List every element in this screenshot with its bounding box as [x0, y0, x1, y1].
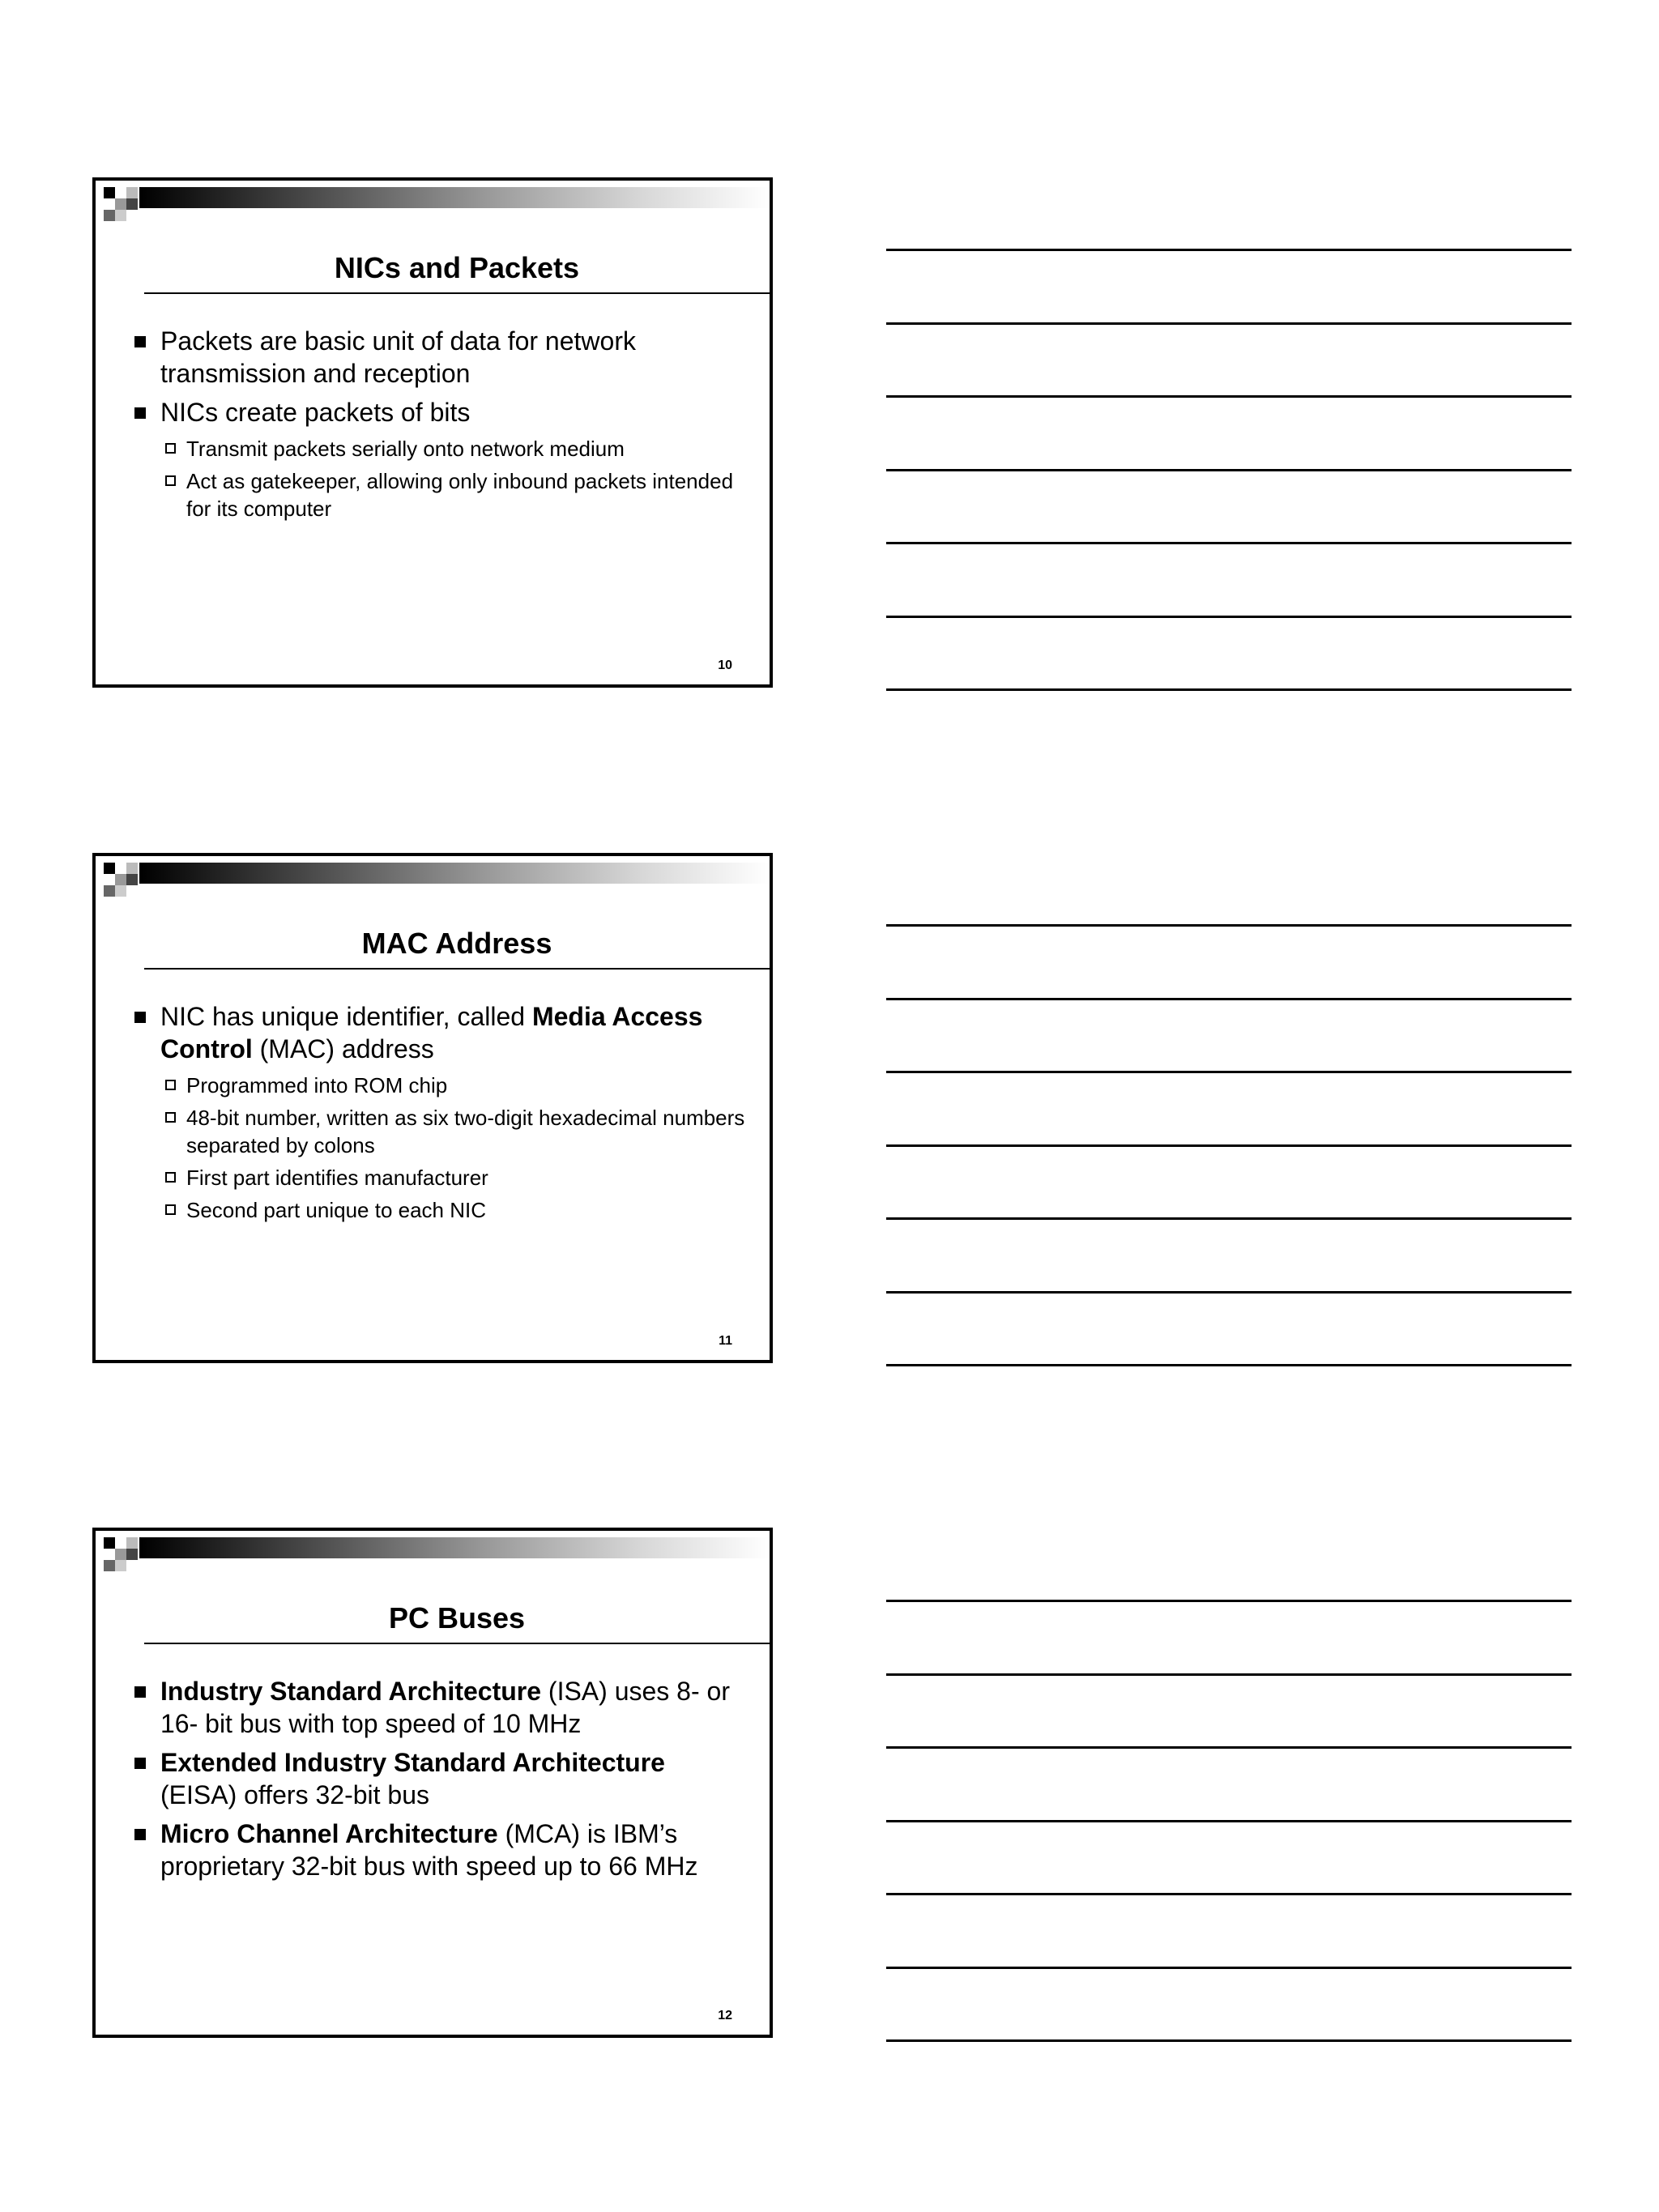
filled-square-bullet-icon	[134, 407, 146, 419]
checker-square	[104, 1560, 115, 1571]
bullet-text: (ISA) uses 8- or 16- bit bus with top speed of 10 MHz	[160, 1677, 730, 1738]
note-line	[886, 1600, 1572, 1602]
bold-term: Extended Industry Standard Architecture	[160, 1748, 665, 1777]
sub-bullet-item	[165, 467, 745, 522]
hollow-square-bullet-icon	[165, 443, 176, 454]
checker-square	[104, 187, 115, 198]
bullet-text: Transmit packets serially onto network medium	[186, 437, 625, 461]
slide-header-decoration	[96, 181, 770, 229]
bullet-text: Second part unique to each NIC	[186, 1198, 487, 1222]
checker-square	[104, 210, 115, 221]
slide-number: 11	[719, 1334, 732, 1348]
slide-11	[92, 853, 773, 1363]
hollow-square-bullet-icon	[165, 1204, 176, 1215]
slide-title: PC Buses	[388, 1601, 526, 1634]
note-line	[886, 1746, 1572, 1749]
filled-square-bullet-icon	[134, 336, 146, 347]
bullet-item	[134, 1675, 745, 1740]
bullet-item	[134, 396, 745, 428]
checker-square	[115, 874, 126, 885]
bullet-text: 48-bit number, written as six two-digit hexadecimal numbers separated by colons	[186, 1106, 745, 1157]
note-line	[886, 1217, 1572, 1220]
slide-number: 12	[718, 2009, 732, 2022]
bullet-item	[134, 325, 745, 390]
bullet-text: (EISA) offers 32-bit bus	[160, 1780, 429, 1809]
checker-square	[126, 874, 138, 885]
hollow-square-bullet-icon	[165, 1080, 176, 1090]
sub-bullet-item	[165, 1104, 745, 1159]
slide-header-decoration	[96, 856, 770, 905]
note-line	[886, 469, 1572, 471]
bullet-text: (MAC) address	[252, 1034, 434, 1063]
slide-title: MAC Address	[361, 927, 552, 960]
note-line	[886, 1144, 1572, 1147]
title-rule	[144, 292, 770, 294]
bold-term: Industry Standard Architecture	[160, 1677, 542, 1706]
bullet-text: Packets are basic unit of data for network transmission and reception	[160, 326, 636, 388]
bullet-item	[134, 1818, 745, 1882]
hollow-square-bullet-icon	[165, 475, 176, 486]
note-line	[886, 1820, 1572, 1822]
checker-square	[115, 1560, 126, 1571]
bullet-item	[134, 1746, 745, 1811]
hollow-square-bullet-icon	[165, 1172, 176, 1183]
checker-square	[115, 1549, 126, 1560]
bullet-text: Programmed into ROM chip	[186, 1073, 448, 1097]
bullet-text: (MCA) is IBM’s proprietary 32-bit bus with speed up to 66 MHz	[160, 1819, 698, 1881]
filled-square-bullet-icon	[134, 1758, 146, 1769]
hollow-square-bullet-icon	[165, 1112, 176, 1123]
filled-square-bullet-icon	[134, 1686, 146, 1698]
checker-square	[126, 1549, 138, 1560]
slide-body	[134, 1000, 745, 1229]
checker-square	[126, 863, 138, 874]
note-line	[886, 249, 1572, 251]
gradient-band	[139, 863, 770, 884]
slide-10	[92, 177, 773, 688]
bullet-text: NIC has unique identifier, called	[160, 1002, 532, 1031]
note-line	[886, 924, 1572, 927]
filled-square-bullet-icon	[134, 1012, 146, 1023]
gradient-band	[139, 187, 770, 208]
checker-square	[104, 1537, 115, 1549]
bullet-text: Act as gatekeeper, allowing only inbound packets intended for its computer	[186, 469, 734, 521]
sub-bullet-item	[165, 435, 745, 462]
slide-number: 10	[718, 658, 732, 672]
slide-body	[134, 325, 745, 527]
checker-square	[126, 187, 138, 198]
note-line	[886, 1291, 1572, 1294]
note-line	[886, 2039, 1572, 2042]
gradient-band	[139, 1537, 770, 1558]
note-line	[886, 1967, 1572, 1969]
checker-square	[115, 885, 126, 897]
note-line	[886, 542, 1572, 544]
checker-square	[126, 198, 138, 210]
note-line	[886, 1364, 1572, 1366]
sub-bullet-item	[165, 1072, 745, 1099]
checker-square	[126, 1537, 138, 1549]
sub-bullet-item	[165, 1196, 745, 1224]
slide-body	[134, 1675, 745, 1889]
note-line	[886, 395, 1572, 398]
title-rule	[144, 968, 770, 970]
bold-term: Micro Channel Architecture	[160, 1819, 498, 1848]
sub-bullet-item	[165, 1164, 745, 1191]
note-line	[886, 322, 1572, 325]
bullet-text: First part identifies manufacturer	[186, 1166, 488, 1190]
bullet-text: NICs create packets of bits	[160, 398, 471, 427]
note-line	[886, 998, 1572, 1000]
note-line	[886, 1071, 1572, 1073]
note-line	[886, 616, 1572, 618]
checker-square	[115, 198, 126, 210]
title-rule	[144, 1643, 770, 1644]
checker-square	[104, 885, 115, 897]
note-line	[886, 1893, 1572, 1895]
bold-term: Media Access Control	[160, 1002, 703, 1063]
checker-square	[115, 210, 126, 221]
slide-header-decoration	[96, 1531, 770, 1579]
filled-square-bullet-icon	[134, 1829, 146, 1840]
bullet-item	[134, 1000, 745, 1065]
note-line	[886, 688, 1572, 691]
slide-title: NICs and Packets	[334, 251, 580, 284]
slide-12	[92, 1528, 773, 2038]
note-line	[886, 1673, 1572, 1676]
checker-square	[104, 863, 115, 874]
